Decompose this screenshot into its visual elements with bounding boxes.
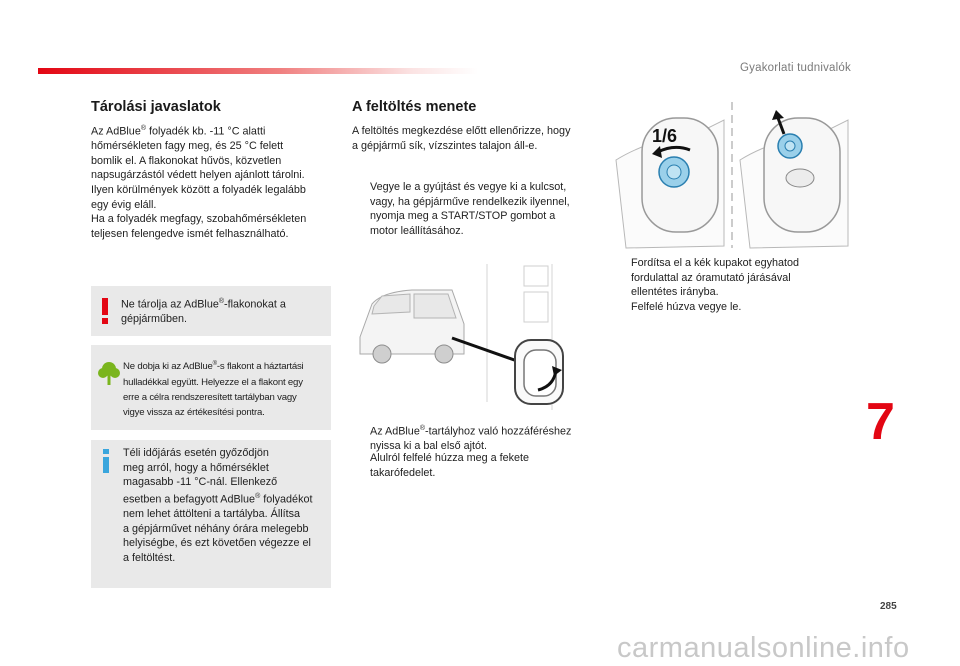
info-text: Téli időjárás esetén győződjön meg arról, hogy a hőmérséklet magasabb -11 °C-nál. Ellenkező esetben a befagyott AdBlue® folyadékot nem lehet áttölteni a tartályba. Állítsa a gépjárművet néhány órára melegebb helyiségbe, és ezt követően végezze el a feltöltést.: [123, 447, 313, 564]
filling-intro: A feltöltés megkezdése előtt ellenőrizze, hogy a gépjármű sík, vízszintes talajon áll-e.: [352, 125, 571, 152]
watermark: carmanualsonline.info: [617, 632, 910, 664]
eco-box: [91, 345, 331, 430]
storage-paragraph: [91, 122, 336, 241]
section-title: Gyakorlati tudnivalók: [740, 62, 851, 74]
step-open-door: Az AdBlue®-tartályhoz való hozzáféréshez nyissa ki a bal első ajtót.: [370, 425, 572, 453]
step-ignition: Vegye le a gyújtást és vegye ki a kulcsot, vagy, ha gépjárműve rendelkezik ilyennel, nyomja meg a START/STOP gombot a motor leállításához.: [370, 181, 570, 237]
cap-removal-illustration: [608, 100, 858, 250]
warning-text: Ne tárolja az AdBlue®-flakonokat a gépjárműben.: [121, 298, 286, 326]
exclamation-icon: [98, 298, 112, 324]
cap-rotation-label: 1/6: [652, 126, 678, 146]
storage-line: teljesen felengedve ismét felhasználható.: [91, 227, 289, 240]
page-number: 285: [880, 601, 897, 612]
storage-line: bomlik el. A flakonokat hűvös, közvetlen: [91, 154, 282, 167]
storage-line: Ilyen körülmények között a folyadék legalább: [91, 183, 306, 196]
info-icon: [102, 449, 110, 473]
storage-line: Ha a folyadék megfagy, szobahőmérsékleten: [91, 213, 307, 226]
eco-text: Ne dobja ki az AdBlue®-s flakont a háztartási hulladékkal együtt. Helyezze el a flakont egy erre a célra rendszeresített tartályban vagy vigye vissza az értékesítési pontra.: [123, 361, 304, 419]
chapter-number: 7: [866, 393, 895, 451]
tree-icon: [97, 361, 121, 385]
header-accent-bar: [38, 68, 478, 74]
step-pull-cap: Felfelé húzva vegye le.: [631, 301, 742, 313]
step-rotate-cap: Fordítsa el a kék kupakot egyhatod fordulattal az óramutató járásával ellentétes irányba.: [631, 257, 800, 299]
storage-line: egy évig eláll.: [91, 198, 157, 211]
step-remove-cover: Alulról felfelé húzza meg a fekete takarófedelet.: [370, 452, 530, 479]
storage-line: hőmérsékleten fagy meg, és 25 °C felett: [91, 140, 284, 153]
van-door-illustration: [352, 262, 567, 412]
storage-line: napsugárzástól védett helyen ajánlott tárolni.: [91, 169, 305, 182]
storage-line: Az AdBlue® folyadék kb. -11 °C alatti: [91, 125, 266, 138]
warning-box: [91, 286, 331, 336]
info-box: [91, 440, 331, 588]
filling-heading: A feltöltés menete: [352, 99, 477, 115]
storage-heading: Tárolási javaslatok: [91, 99, 221, 115]
